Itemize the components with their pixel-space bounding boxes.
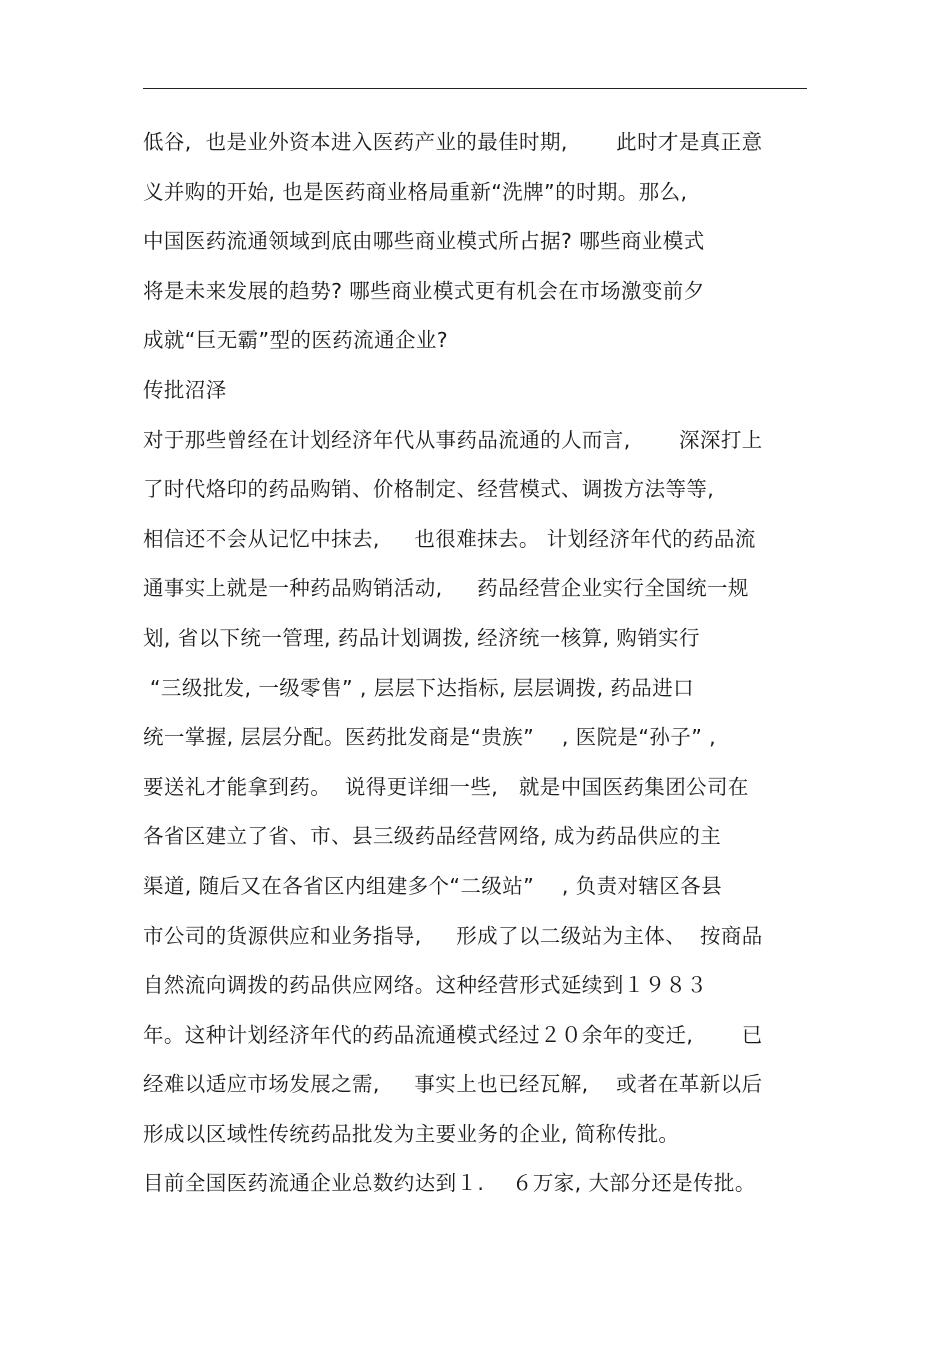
text-line: 将是未来发展的趋势? 哪些商业模式更有机会在市场激变前夕 bbox=[143, 278, 705, 303]
text-line: 通事实上就是一种药品购销活动, 药品经营企业实行全国统一规 bbox=[143, 576, 749, 601]
header-rule bbox=[143, 88, 807, 89]
text-line: 相信还不会从记忆中抹去, 也很难抹去。 计划经济年代的药品流 bbox=[143, 526, 756, 551]
text-line: 自然流向调拨的药品供应网络。这种经营形式延续到１９８３ bbox=[143, 973, 708, 998]
text-line: 义并购的开始, 也是医药商业格局重新“洗牌”的时期。那么, bbox=[143, 179, 688, 204]
text-line: 统一掌握, 层层分配。医药批发商是“贵族” , 医院是“孙子” , bbox=[143, 725, 717, 750]
text-line: 划, 省以下统一管理, 药品计划调拨, 经济统一核算, 购销实行 bbox=[143, 625, 700, 650]
text-line: 了时代烙印的药品购销、价格制定、经营模式、调拨方法等等, bbox=[143, 477, 715, 502]
text-line: 形成以区域性传统药品批发为主要业务的企业, 简称传批。 bbox=[143, 1121, 680, 1146]
text-line: 目前全国医药流通企业总数约达到１. ６万家, 大部分还是传批。 bbox=[143, 1171, 756, 1196]
text-line: 市公司的货源供应和业务指导, 形成了以二级站为主体、 按商品 bbox=[143, 923, 763, 948]
text-line: 成就“巨无霸”型的医药流通企业? bbox=[143, 328, 449, 353]
text-line: 各省区建立了省、市、县三级药品经营网络, 成为药品供应的主 bbox=[143, 824, 722, 849]
text-line: 对于那些曾经在计划经济年代从事药品流通的人而言, 深深打上 bbox=[143, 427, 763, 452]
text-line: “三级批发, 一级零售” , 层层下达指标, 层层调拨, 药品进口 bbox=[143, 675, 695, 700]
section-heading: 传批沼泽 bbox=[143, 377, 227, 402]
text-line: 年。这种计划经济年代的药品流通模式经过２０余年的变迁, 已 bbox=[143, 1022, 763, 1047]
text-line: 经难以适应市场发展之需, 事实上也已经瓦解, 或者在革新以后 bbox=[143, 1072, 763, 1097]
text-line: 中国医药流通领域到底由哪些商业模式所占据? 哪些商业模式 bbox=[143, 229, 705, 254]
text-line: 低谷, 也是业外资本进入医药产业的最佳时期, 此时才是真正意 bbox=[143, 130, 763, 154]
text-line: 要送礼才能拿到药。 说得更详细一些, 就是中国医药集团公司在 bbox=[143, 774, 749, 799]
text-line: 渠道, 随后又在各省区内组建多个“二级站” , 负责对辖区各县 bbox=[143, 873, 722, 898]
document-body bbox=[143, 118, 843, 1209]
